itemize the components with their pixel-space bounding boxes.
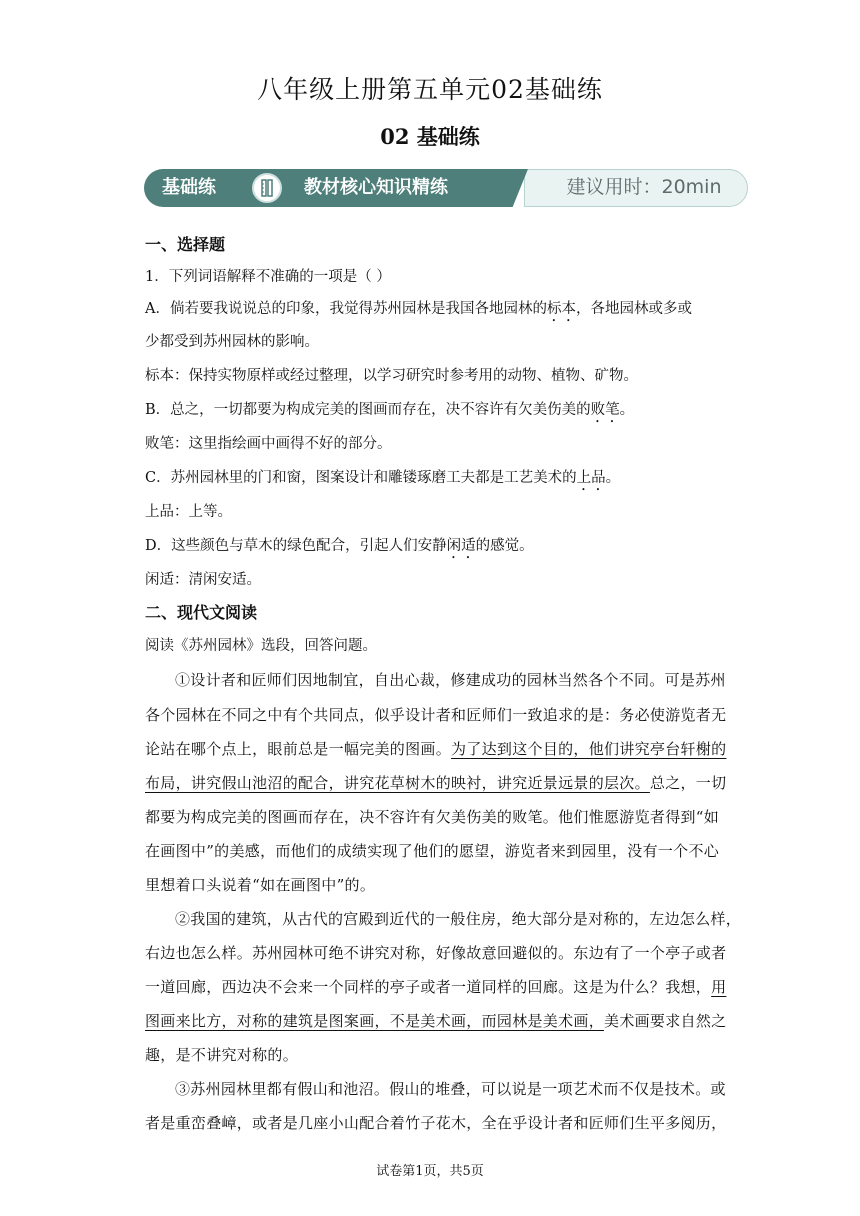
- option-a-text: A．倘若要我说说总的印象，我觉得苏州园林是我国各地园林的: [145, 301, 547, 317]
- p2-line2: 右边也怎么样。苏州园林可绝不讲究对称，好像故意回避似的。东边有了一个亭子或者: [145, 944, 727, 962]
- option-c-line: [145, 466, 620, 494]
- option-b-term: 败笔: [590, 402, 620, 418]
- page-subtitle: 02 基础练: [380, 124, 480, 149]
- p2-line5: 趣，是不讲究对称的。: [145, 1046, 299, 1064]
- option-b-text: B．总之，一切都要为构成完美的图画而存在，决不容许有欠美伤美的: [145, 402, 591, 418]
- page-footer: 试卷第1页，共5页: [376, 1164, 484, 1179]
- option-c-definition: 上品：上等。: [145, 504, 232, 520]
- banner-time-label: 建议用时：20min: [566, 176, 722, 198]
- p1-line4-underlined: 布局，讲究假山池沼的配合，讲究花草树木的映衬，讲究近景远景的层次。: [145, 774, 650, 792]
- option-d-tail: 的感觉。: [475, 538, 534, 554]
- p3-line2: 者是重峦叠嶂，或者是几座小山配合着竹子花木，全在乎设计者和匠师们生平多阅历，: [145, 1114, 727, 1132]
- option-a-definition: 标本：保持实物原样或经过整理，以学习研究时参考用的动物、植物、矿物。: [145, 368, 638, 384]
- banner-basic-label: 基础练: [162, 177, 216, 198]
- p1-line1: ①设计者和匠师们因地制宜，自出心裁，修建成功的园林当然各个不同。可是苏州: [175, 671, 726, 689]
- banner-core-label: 教材核心知识精练: [304, 177, 448, 198]
- section-heading-reading: 二、现代文阅读: [145, 603, 258, 622]
- option-d-term: 闲适: [446, 538, 476, 554]
- p2-line3-underlined: 用: [711, 978, 727, 996]
- option-b-definition: 败笔：这里指绘画中画得不好的部分。: [145, 436, 392, 452]
- p1-line3: [145, 738, 726, 759]
- ruler-pencil-icon: [252, 173, 282, 203]
- p1-line6: 在画图中”的美感，而他们的成绩实现了他们的愿望，游览者来到园里，没有一个不心: [145, 842, 720, 860]
- p1-line5: 都要为构成完美的图画而存在，决不容许有欠美伤美的败笔。他们惟愿游览者得到“如: [145, 808, 720, 826]
- p2-line1: ②我国的建筑，从古代的宫殿到近代的一般住房，绝大部分是对称的，左边怎么样，: [175, 910, 742, 928]
- p1-line4-text: 总之，一切: [649, 774, 727, 792]
- option-d-text: D．这些颜色与草木的绿色配合，引起人们安静: [145, 538, 447, 554]
- p1-line2: 各个园林在不同之中有个共同点，似乎设计者和匠师们一致追求的是：务必使游览者无: [145, 706, 727, 724]
- p1-line3-text: 论站在哪个点上，眼前总是一幅完美的图画。: [145, 740, 452, 758]
- option-c-text: C．苏州园林里的门和窗，图案设计和雕镂琢磨工夫都是工艺美术的: [145, 470, 577, 486]
- p2-line4: [145, 1010, 726, 1031]
- option-a-term: 标本: [546, 301, 576, 317]
- section-banner: [144, 169, 746, 207]
- section-heading-choice: 一、选择题: [145, 235, 226, 254]
- p2-line4-text: 美术画要求自然之: [604, 1012, 727, 1030]
- p2-line3: [145, 976, 726, 997]
- option-b-line: [145, 398, 634, 426]
- reading-intro: 阅读《苏州园林》选段，回答问题。: [145, 638, 377, 654]
- p2-line4-underlined: 图画来比方，对称的建筑是图案画，不是美术画，而园林是美术画，: [145, 1012, 605, 1030]
- option-a-tail: ，各地园林或多或: [575, 301, 692, 317]
- page-title: 八年级上册第五单元02基础练: [257, 75, 603, 104]
- option-c-term: 上品: [576, 470, 606, 486]
- option-a-line1: [145, 297, 692, 325]
- option-d-line: [145, 534, 534, 562]
- option-d-definition: 闲适：清闲安适。: [145, 572, 261, 588]
- p1-line4: [145, 772, 726, 793]
- p3-line1: ③苏州园林里都有假山和池沼。假山的堆叠，可以说是一项艺术而不仅是技术。或: [175, 1080, 726, 1098]
- option-a-line2: 少都受到苏州园林的影响。: [145, 334, 319, 350]
- question-1: 1．下列词语解释不准确的一项是（ ）: [145, 269, 391, 285]
- option-c-tail: 。: [605, 470, 621, 486]
- p2-line3-text: 一道回廊，西边决不会来一个同样的亭子或者一道同样的回廊。这是为什么？我想，: [145, 978, 712, 996]
- p1-line3-underlined: 为了达到这个目的，他们讲究亭台轩榭的: [451, 740, 727, 758]
- p1-line7: 里想着口头说着“如在画图中”的。: [145, 876, 376, 894]
- option-b-tail: 。: [619, 402, 635, 418]
